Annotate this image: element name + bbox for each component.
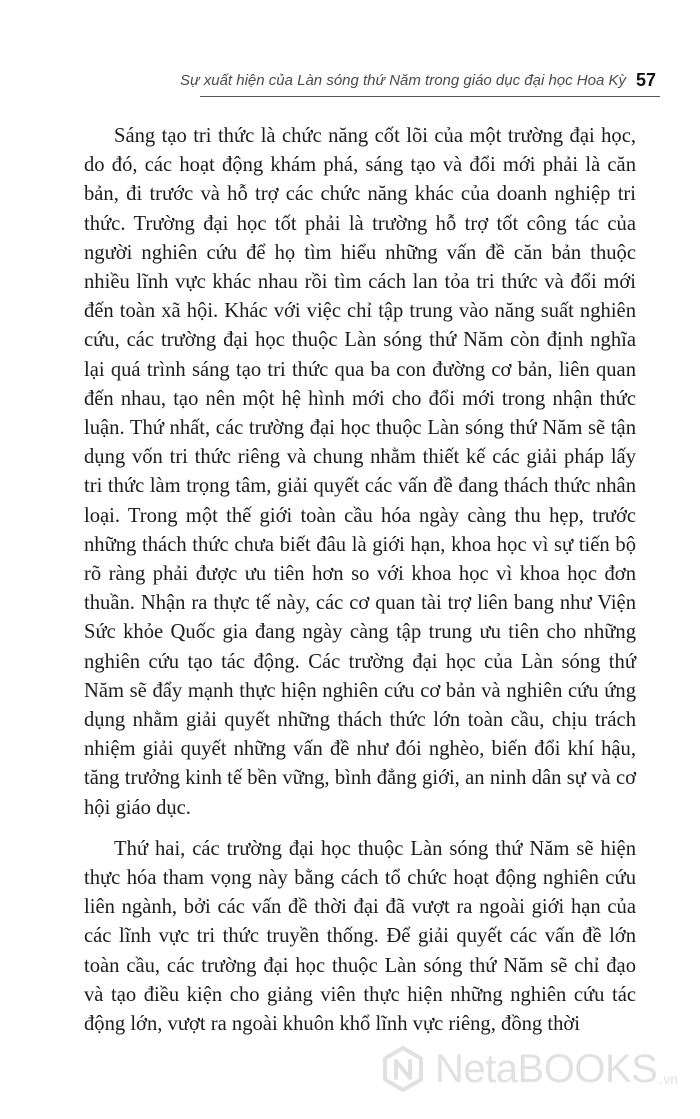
running-title: Sự xuất hiện của Làn sóng thứ Năm trong giáo dục đại học Hoa Kỳ xyxy=(180,72,626,89)
watermark-suffix: .vn xyxy=(659,1071,678,1087)
watermark-text: NetaBOOKS xyxy=(435,1046,658,1091)
page-header xyxy=(0,64,700,98)
publisher-watermark xyxy=(379,1039,678,1099)
body-text xyxy=(84,122,636,1039)
header-divider xyxy=(200,96,660,97)
paragraph-1: Sáng tạo tri thức là chức năng cốt lõi của một trường đại học, do đó, các hoạt động khám phá, sáng tạo và đổi mới phải là căn bản, đi trước và hỗ trợ các chức năng khác của doanh nghiệp tri thức. Trường đại học tốt phải là trường hỗ trợ tốt công tác của người nghiên cứu để họ tìm hiểu những vấn đề căn bản thuộc nhiều lĩnh vực khác nhau rồi tìm cách lan tỏa tri thức và đổi mới đến toàn xã hội. Khác với việc chỉ tập trung vào năng suất nghiên cứu, các trường đại học thuộc Làn sóng thứ Năm còn định nghĩa lại quá trình sáng tạo tri thức qua ba con đường cơ bản, liên quan đến nhau, tạo nên một hệ hình mới cho đổi mới trong nhận thức luận. Thứ nhất, các trường đại học thuộc Làn sóng thứ Năm sẽ tận dụng vốn tri thức riêng và chung nhằm thiết kế các giải pháp lấy tri thức làm trọng tâm, giải quyết các vấn đề đang thách thức nhân loại. Trong một thế giới toàn cầu hóa ngày càng thu hẹp, trước những thách thức chưa biết đâu là giới hạn, khoa học vì sự tiến bộ rõ ràng phải được ưu tiên hơn so với khoa học vì khoa học đơn thuần. Nhận ra thực tế này, các cơ quan tài trợ liên bang như Viện Sức khỏe Quốc gia đang ngày càng tập trung ưu tiên cho những nghiên cứu tạo tác động. Các trường đại học của Làn sóng thứ Năm sẽ đẩy mạnh thực hiện nghiên cứu cơ bản và nghiên cứu ứng dụng nhằm giải quyết những thách thức lớn toàn cầu, chịu trách nhiệm giải quyết những vấn đề như đói nghèo, biến đổi khí hậu, tăng trưởng kinh tế bền vững, bình đẳng giới, an ninh dân sự và cơ hội giáo dục. xyxy=(84,125,636,819)
page-number: 57 xyxy=(635,70,656,90)
paragraph-2: Thứ hai, các trường đại học thuộc Làn sóng thứ Năm sẽ hiện thực hóa tham vọng này bằng cách tổ chức hoạt động nghiên cứu liên ngành, bởi các vấn đề thời đại đã vượt ra ngoài giới hạn của các lĩnh vực tri thức truyền thống. Để giải quyết các vấn đề lớn toàn cầu, các trường đại học thuộc Làn sóng thứ Năm sẽ chỉ đạo và tạo điều kiện cho giảng viên thực hiện những nghiên cứu tác động lớn, vượt ra ngoài khuôn khổ lĩnh vực riêng, đồng thời xyxy=(84,837,636,1036)
netabooks-logo-icon xyxy=(379,1045,427,1093)
